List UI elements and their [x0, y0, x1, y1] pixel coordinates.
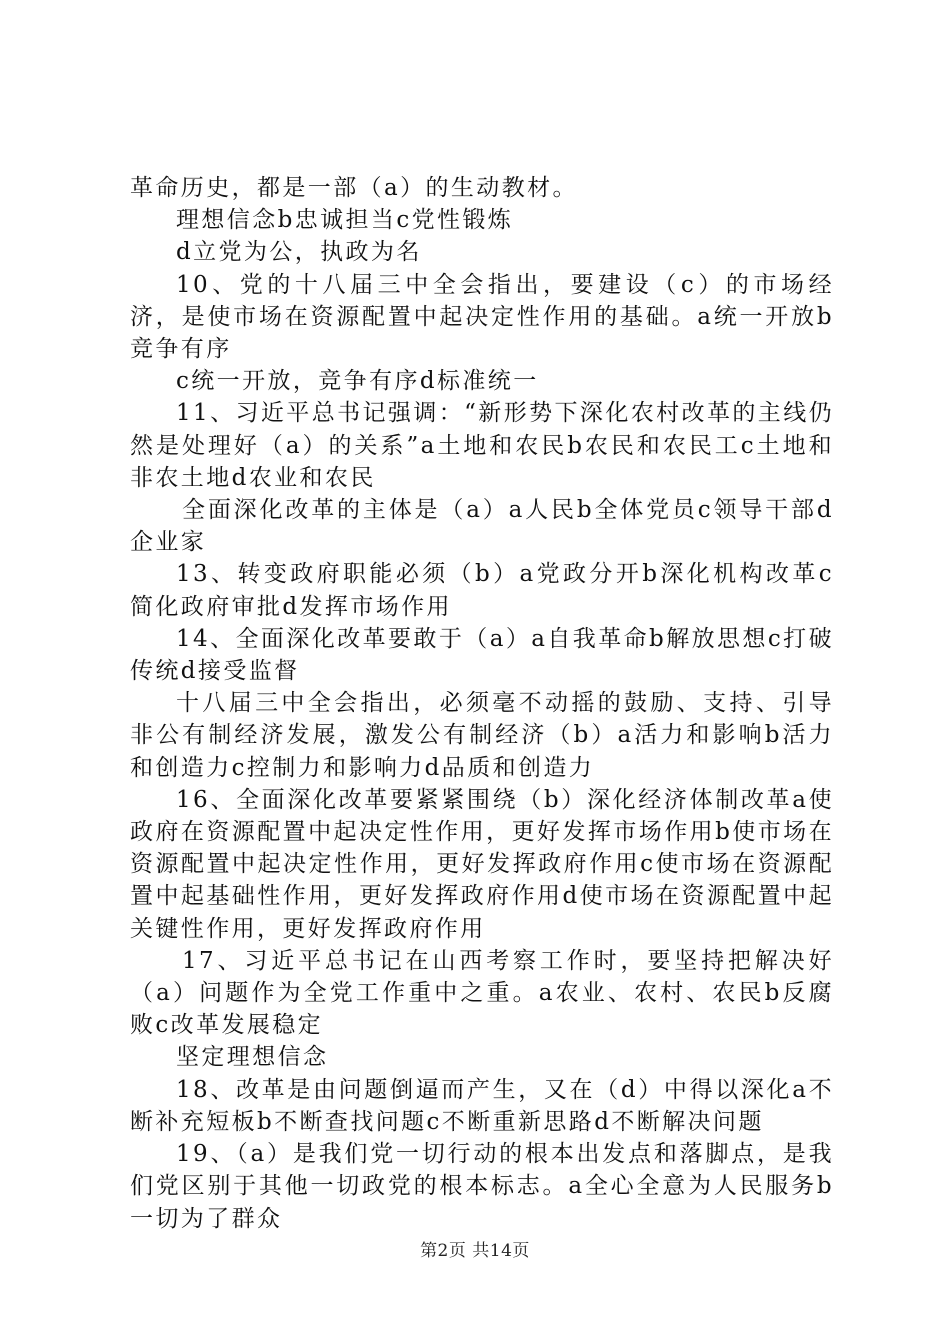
question-17: 17、习近平总书记在山西考察工作时，要坚持把解决好（a）问题作为全党工作重中之重。a农业、农村、农民b反腐败c改革发展稳定 [130, 947, 834, 1039]
question-10: 10、党的十八届三中全会指出，要建设（c）的市场经济，是使市场在资源配置中起决定性作用的基础。a统一开放b竞争有序 [130, 271, 834, 363]
paragraph-options: c统一开放，竞争有序d标准统一 [176, 368, 539, 395]
paragraph-options: 坚定理想信念 [176, 1044, 329, 1071]
question-16: 16、全面深化改革要紧紧围绕（b）深化经济体制改革a使政府在资源配置中起决定性作用，更好发挥市场作用b使市场在资源配置中起决定性作用，更好发挥政府作用c使市场在资源配置中起基础性作用，更好发挥政府作用d使市场在资源配置中起关键性作用，更好发挥政府作用 [130, 786, 834, 942]
paragraph-options: 理想信念b忠诚担当c党性锻炼 [176, 207, 514, 234]
question-14: 14、全面深化改革要敢于（a）a自我革命b解放思想c打破传统d接受监督 [130, 625, 834, 685]
page-number-footer: 第2页 共14页 [420, 1241, 530, 1261]
question-13: 13、转变政府职能必须（b）a党政分开b深化机构改革c简化政府审批d发挥市场作用 [130, 561, 834, 620]
question-11: 11、习近平总书记强调：“新形势下深化农村改革的主线仍然是处理好（a）的关系”a土地和农民b农民和农民工c土地和非农土地d农业和农民 [130, 400, 834, 491]
question-19: 19、（a）是我们党一切行动的根本出发点和落脚点，是我们党区别于其他一切政党的根本标志。a全心全意为人民服务b一切为了群众 [130, 1141, 834, 1232]
question-15: 十八届三中全会指出，必须毫不动摇的鼓励、支持、引导非公有制经济发展，激发公有制经济（b）a活力和影响b活力和创造力c控制力和影响力d品质和创造力 [130, 690, 834, 781]
document-body [130, 172, 834, 1235]
question-18: 18、改革是由问题倒逼而产生，又在（d）中得以深化a不断补充短板b不断查找问题c不断重新思路d不断解决问题 [130, 1076, 834, 1135]
question-12: 全面深化改革的主体是（a）a人民b全体党员c领导干部d企业家 [130, 497, 834, 556]
paragraph-options: d立党为公，执政为名 [176, 239, 422, 266]
paragraph-continuation: 革命历史，都是一部（a）的生动教材。 [130, 175, 578, 201]
